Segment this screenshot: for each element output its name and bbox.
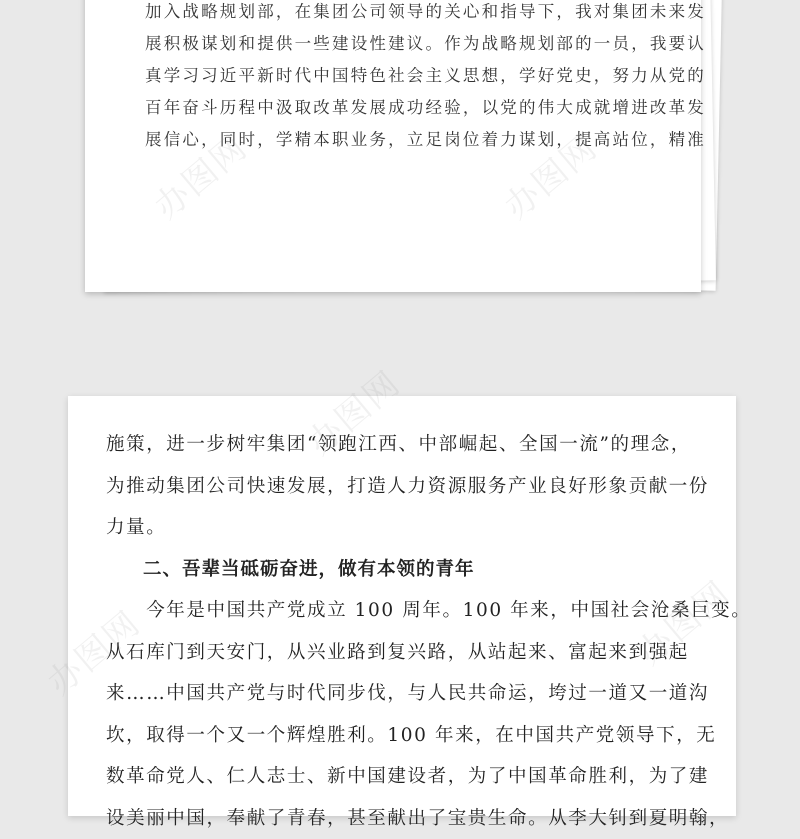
watermark-logo: 办图网	[625, 567, 739, 674]
watermark-logo: 办图网	[142, 121, 256, 228]
text-line: 加入战略规划部，在集团公司领导的关心和指导下，我对集团未来发	[145, 0, 665, 28]
text-line: 展信心，同时，学精本职业务，立足岗位着力谋划，提高站位，精准	[145, 124, 665, 156]
text-line: 为推动集团公司快速发展，打造人力资源服务产业良好形象贡献一份	[106, 466, 702, 508]
top-document-page	[85, 0, 701, 292]
top-page-text	[145, 0, 665, 156]
watermark-logo: 办图网	[492, 121, 606, 228]
bottom-document-page	[68, 396, 736, 816]
text-line: 坎，取得一个又一个辉煌胜利。100 年来，在中国共产党领导下，无	[106, 715, 702, 757]
section-heading: 二、吾辈当砥砺奋进，做有本领的青年	[106, 549, 702, 591]
text-line: 百年奋斗历程中汲取改革发展成功经验，以党的伟大成就增进改革发	[145, 92, 665, 124]
text-line: 从石库门到天安门，从兴业路到复兴路，从站起来、富起来到强起	[106, 632, 702, 674]
text-line: 设美丽中国，奉献了青春，甚至献出了宝贵生命。从李大钊到夏明翰，	[106, 798, 702, 839]
text-line: 今年是中国共产党成立 100 周年。100 年来，中国社会沧桑巨变。	[106, 590, 702, 632]
bottom-page-text	[106, 424, 702, 839]
text-line: 来……中国共产党与时代同步伐，与人民共命运，垮过一道又一道沟	[106, 673, 702, 715]
text-line: 展积极谋划和提供一些建设性建议。作为战略规划部的一员，我要认	[145, 28, 665, 60]
text-line: 数革命党人、仁人志士、新中国建设者，为了中国革命胜利，为了建	[106, 756, 702, 798]
text-line: 力量。	[106, 507, 702, 549]
text-line: 真学习习近平新时代中国特色社会主义思想，学好党史，努力从党的	[145, 60, 665, 92]
watermark-logo: 办图网	[35, 597, 149, 704]
text-line: 施策，进一步树牢集团“领跑江西、中部崛起、全国一流”的理念，	[106, 424, 702, 466]
watermark-logo: 办图网	[295, 357, 409, 464]
